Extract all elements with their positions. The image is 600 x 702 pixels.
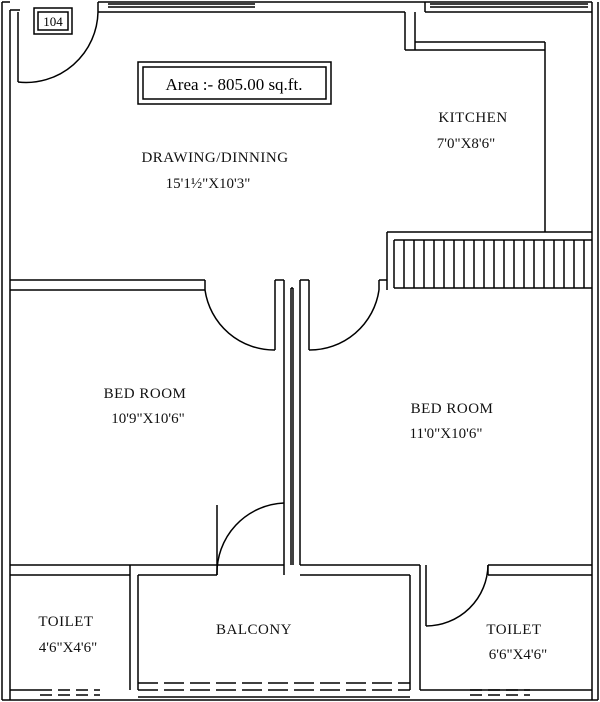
balcony-door bbox=[217, 503, 284, 575]
drawing-dining-size: 15'1½"X10'3" bbox=[165, 176, 251, 192]
toilet-left-name: TOILET bbox=[38, 614, 94, 630]
bedroom-left-name: BED ROOM bbox=[103, 386, 187, 402]
toilet-right-door bbox=[426, 565, 488, 626]
toilet-right-name: TOILET bbox=[486, 622, 542, 638]
bedroom-left-door bbox=[205, 290, 275, 350]
drawing-bedroom-wall bbox=[10, 280, 387, 350]
window-toilet-left bbox=[40, 690, 100, 695]
bedroom-right-name: BED ROOM bbox=[410, 401, 494, 417]
central-wall bbox=[284, 280, 300, 575]
toilet-right-size: 6'6"X4'6" bbox=[488, 647, 548, 663]
bedroom-left-size: 10'9"X10'6" bbox=[111, 411, 185, 427]
staircase bbox=[394, 240, 592, 288]
bedroom-right-size: 11'0"X10'6" bbox=[409, 426, 483, 442]
kitchen-size: 7'0"X8'6" bbox=[436, 136, 496, 152]
balcony-railing bbox=[138, 683, 410, 697]
balcony-name: BALCONY bbox=[215, 622, 293, 638]
area-label: Area :- 805.00 sq.ft. bbox=[165, 75, 303, 94]
toilet-left-size: 4'6"X4'6" bbox=[38, 640, 98, 656]
drawing-dining-name: DRAWING/DINNING bbox=[141, 150, 289, 166]
unit-number: 104 bbox=[43, 14, 63, 29]
bedroom-right-door bbox=[309, 290, 379, 350]
kitchen-name: KITCHEN bbox=[438, 110, 508, 126]
